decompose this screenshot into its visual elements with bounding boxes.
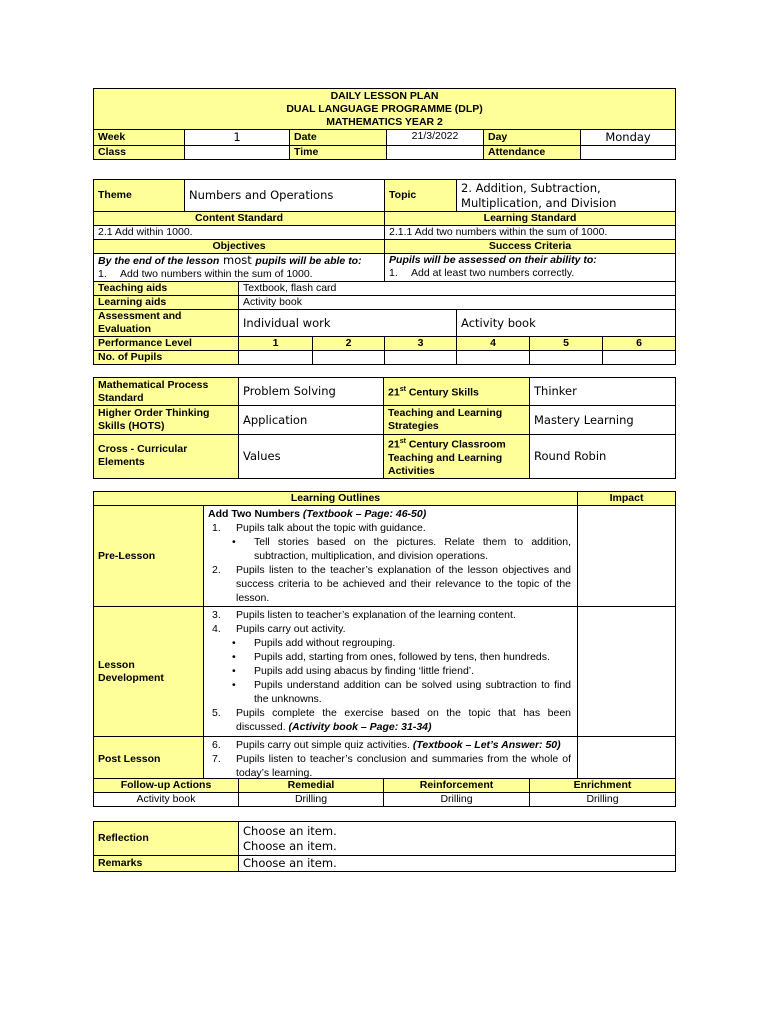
topic-label: Topic (385, 180, 457, 212)
header-table (93, 88, 676, 160)
plan-title (94, 89, 676, 130)
time-value[interactable] (387, 146, 484, 160)
followup-actions-value[interactable]: Activity book (94, 793, 239, 807)
remarks-value[interactable]: Choose an item. (239, 856, 676, 872)
objectives-cell: By the end of the lesson most pupils will be able to: 1. Add two numbers within the sum of 1000. (94, 254, 385, 282)
learning-standard-value: 2.1.1 Add two numbers within the sum of 1000. (385, 226, 676, 240)
success-criteria-cell: Pupils will be assessed on their ability to: 1. Add at least two numbers correctly. (385, 254, 676, 282)
list-item: • Pupils add without regrouping. (232, 637, 396, 649)
objectives-intro-c: pupils will be able to: (255, 255, 362, 267)
pre-lesson-title: Add Two Numbers (208, 508, 300, 520)
c21-skills-label: 21st Century Skills (384, 378, 530, 406)
assessment-value-2[interactable]: Activity book (457, 310, 676, 337)
reinforcement-label: Reinforcement (384, 779, 530, 793)
reflection-item-1[interactable]: Choose an item. (243, 823, 337, 838)
reflection-item-2[interactable]: Choose an item. (243, 838, 337, 853)
day-label: Day (484, 130, 581, 146)
cce-value[interactable]: Values (239, 435, 384, 479)
post-lesson-content (204, 737, 578, 782)
performance-level-label: Performance Level (94, 337, 239, 351)
reflection-value[interactable] (239, 822, 676, 856)
objectives-label: Objectives (94, 240, 385, 254)
success-criteria-label: Success Criteria (385, 240, 676, 254)
attendance-label: Attendance (484, 146, 581, 160)
objectives-intro-b: most (219, 253, 256, 267)
teaching-aids-value[interactable]: Textbook, flash card (239, 282, 676, 296)
assessment-value-1[interactable]: Individual work (239, 310, 457, 337)
hots-label: Higher Order Thinking Skills (HOTS) (94, 406, 239, 435)
list-item: 1. Pupils talk about the topic with guidance. (212, 522, 426, 534)
success-intro: Pupils will be assessed on their ability to: (389, 254, 597, 266)
attendance-value[interactable] (581, 146, 676, 160)
impact-lesson-development[interactable] (578, 607, 676, 737)
remedial-value[interactable]: Drilling (239, 793, 384, 807)
level-1: 1 (239, 337, 313, 351)
learning-standard-label: Learning Standard (385, 212, 676, 226)
assessment-label: Assessment and Evaluation (94, 310, 239, 337)
tls-label: Teaching and Learning Strategies (384, 406, 530, 435)
impact-post-lesson[interactable] (578, 737, 676, 782)
reflection-label: Reflection (94, 822, 239, 856)
pre-lesson-content (204, 506, 578, 607)
list-item: 4. Pupils carry out activity. (212, 623, 346, 635)
content-standard-label: Content Standard (94, 212, 385, 226)
teaching-aids-label: Teaching aids (94, 282, 239, 296)
list-item: • Pupils understand addition can be solved using subtraction to find the unknowns. (232, 679, 572, 705)
c21-skills-value[interactable]: Thinker (530, 378, 676, 406)
hots-value[interactable]: Application (239, 406, 384, 435)
pupils-level-5[interactable] (530, 351, 603, 365)
post-lesson-label: Post Lesson (94, 737, 204, 782)
lesson-development-content (204, 607, 578, 737)
pupils-level-6[interactable] (603, 351, 676, 365)
date-value[interactable]: 21/3/2022 (387, 130, 484, 146)
learning-outlines-label: Learning Outlines (94, 492, 578, 506)
title-line-1: DAILY LESSON PLAN (330, 89, 439, 102)
followup-actions-label: Follow-up Actions (94, 779, 239, 793)
list-item: 5. Pupils complete the exercise based on the topic that has been discussed. (Activity book – Page: 31-34) (212, 707, 572, 733)
skills-table (93, 377, 676, 479)
objectives-intro-a: By the end of the lesson (98, 255, 220, 267)
learning-aids-label: Learning aids (94, 296, 239, 310)
no-of-pupils-label: No. of Pupils (94, 351, 239, 365)
c21-classroom-value[interactable]: Round Robin (530, 435, 676, 479)
mps-label: Mathematical Process Standard (94, 378, 239, 406)
level-5: 5 (530, 337, 603, 351)
title-line-2: DUAL LANGUAGE PROGRAMME (DLP) (286, 102, 483, 115)
pupils-level-4[interactable] (457, 351, 530, 365)
level-6: 6 (603, 337, 676, 351)
class-label: Class (94, 146, 185, 160)
outlines-table (93, 491, 676, 782)
remedial-label: Remedial (239, 779, 384, 793)
impact-pre-lesson[interactable] (578, 506, 676, 607)
success-item: Add at least two numbers correctly. (411, 267, 575, 279)
week-value[interactable]: 1 (185, 130, 290, 146)
c21-classroom-label: 21st Century Classroom Teaching and Learning Activities (384, 435, 530, 479)
content-standard-value: 2.1 Add within 1000. (94, 226, 385, 240)
list-item: • Tell stories based on the pictures. Relate them to addition, subtraction, multiplication, and division operations. (232, 536, 572, 562)
level-3: 3 (385, 337, 457, 351)
enrichment-value[interactable]: Drilling (530, 793, 676, 807)
reinforcement-value[interactable]: Drilling (384, 793, 530, 807)
lesson-development-label: Lesson Development (94, 607, 204, 737)
objectives-item: Add two numbers within the sum of 1000. (120, 268, 313, 280)
impact-label: Impact (578, 492, 676, 506)
level-2: 2 (313, 337, 385, 351)
list-item: 7. Pupils listen to teacher’s conclusion and summaries from the whole of today’s learning. (212, 753, 572, 779)
date-label: Date (290, 130, 387, 146)
pre-lesson-label: Pre-Lesson (94, 506, 204, 607)
list-item: • Pupils add using abacus by finding ‘little friend’. (232, 665, 475, 677)
enrichment-label: Enrichment (530, 779, 676, 793)
remarks-label: Remarks (94, 856, 239, 872)
list-item: 6. Pupils carry out simple quiz activities. (Textbook – Let’s Answer: 50) (212, 739, 561, 751)
time-label: Time (290, 146, 387, 160)
week-label: Week (94, 130, 185, 146)
tls-value[interactable]: Mastery Learning (530, 406, 676, 435)
class-value[interactable] (185, 146, 290, 160)
list-item: 2. Pupils listen to the teacher’s explanation of the lesson objectives and success criteria to be achieved and their relevance to the topic of the lesson. (212, 564, 572, 604)
pupils-level-3[interactable] (385, 351, 457, 365)
mps-value[interactable]: Problem Solving (239, 378, 384, 406)
pupils-level-2[interactable] (313, 351, 385, 365)
theme-table (93, 179, 676, 365)
pupils-level-1[interactable] (239, 351, 313, 365)
reflection-table (93, 821, 676, 872)
pre-lesson-ref: (Textbook – Page: 46-50) (302, 508, 427, 520)
title-line-3: MATHEMATICS YEAR 2 (326, 115, 443, 128)
topic-value[interactable]: 2. Addition, Subtraction, Multiplication, and Division (457, 180, 676, 212)
followup-table (93, 778, 676, 807)
theme-value[interactable]: Numbers and Operations (185, 180, 385, 212)
list-item: 3. Pupils listen to teacher’s explanation of the learning content. (212, 609, 516, 621)
list-item: • Pupils add, starting from ones, followed by tens, then hundreds. (232, 651, 550, 663)
cce-label: Cross - Curricular Elements (94, 435, 239, 479)
day-value[interactable]: Monday (581, 130, 676, 146)
level-4: 4 (457, 337, 530, 351)
learning-aids-value[interactable]: Activity book (239, 296, 676, 310)
theme-label: Theme (94, 180, 185, 212)
